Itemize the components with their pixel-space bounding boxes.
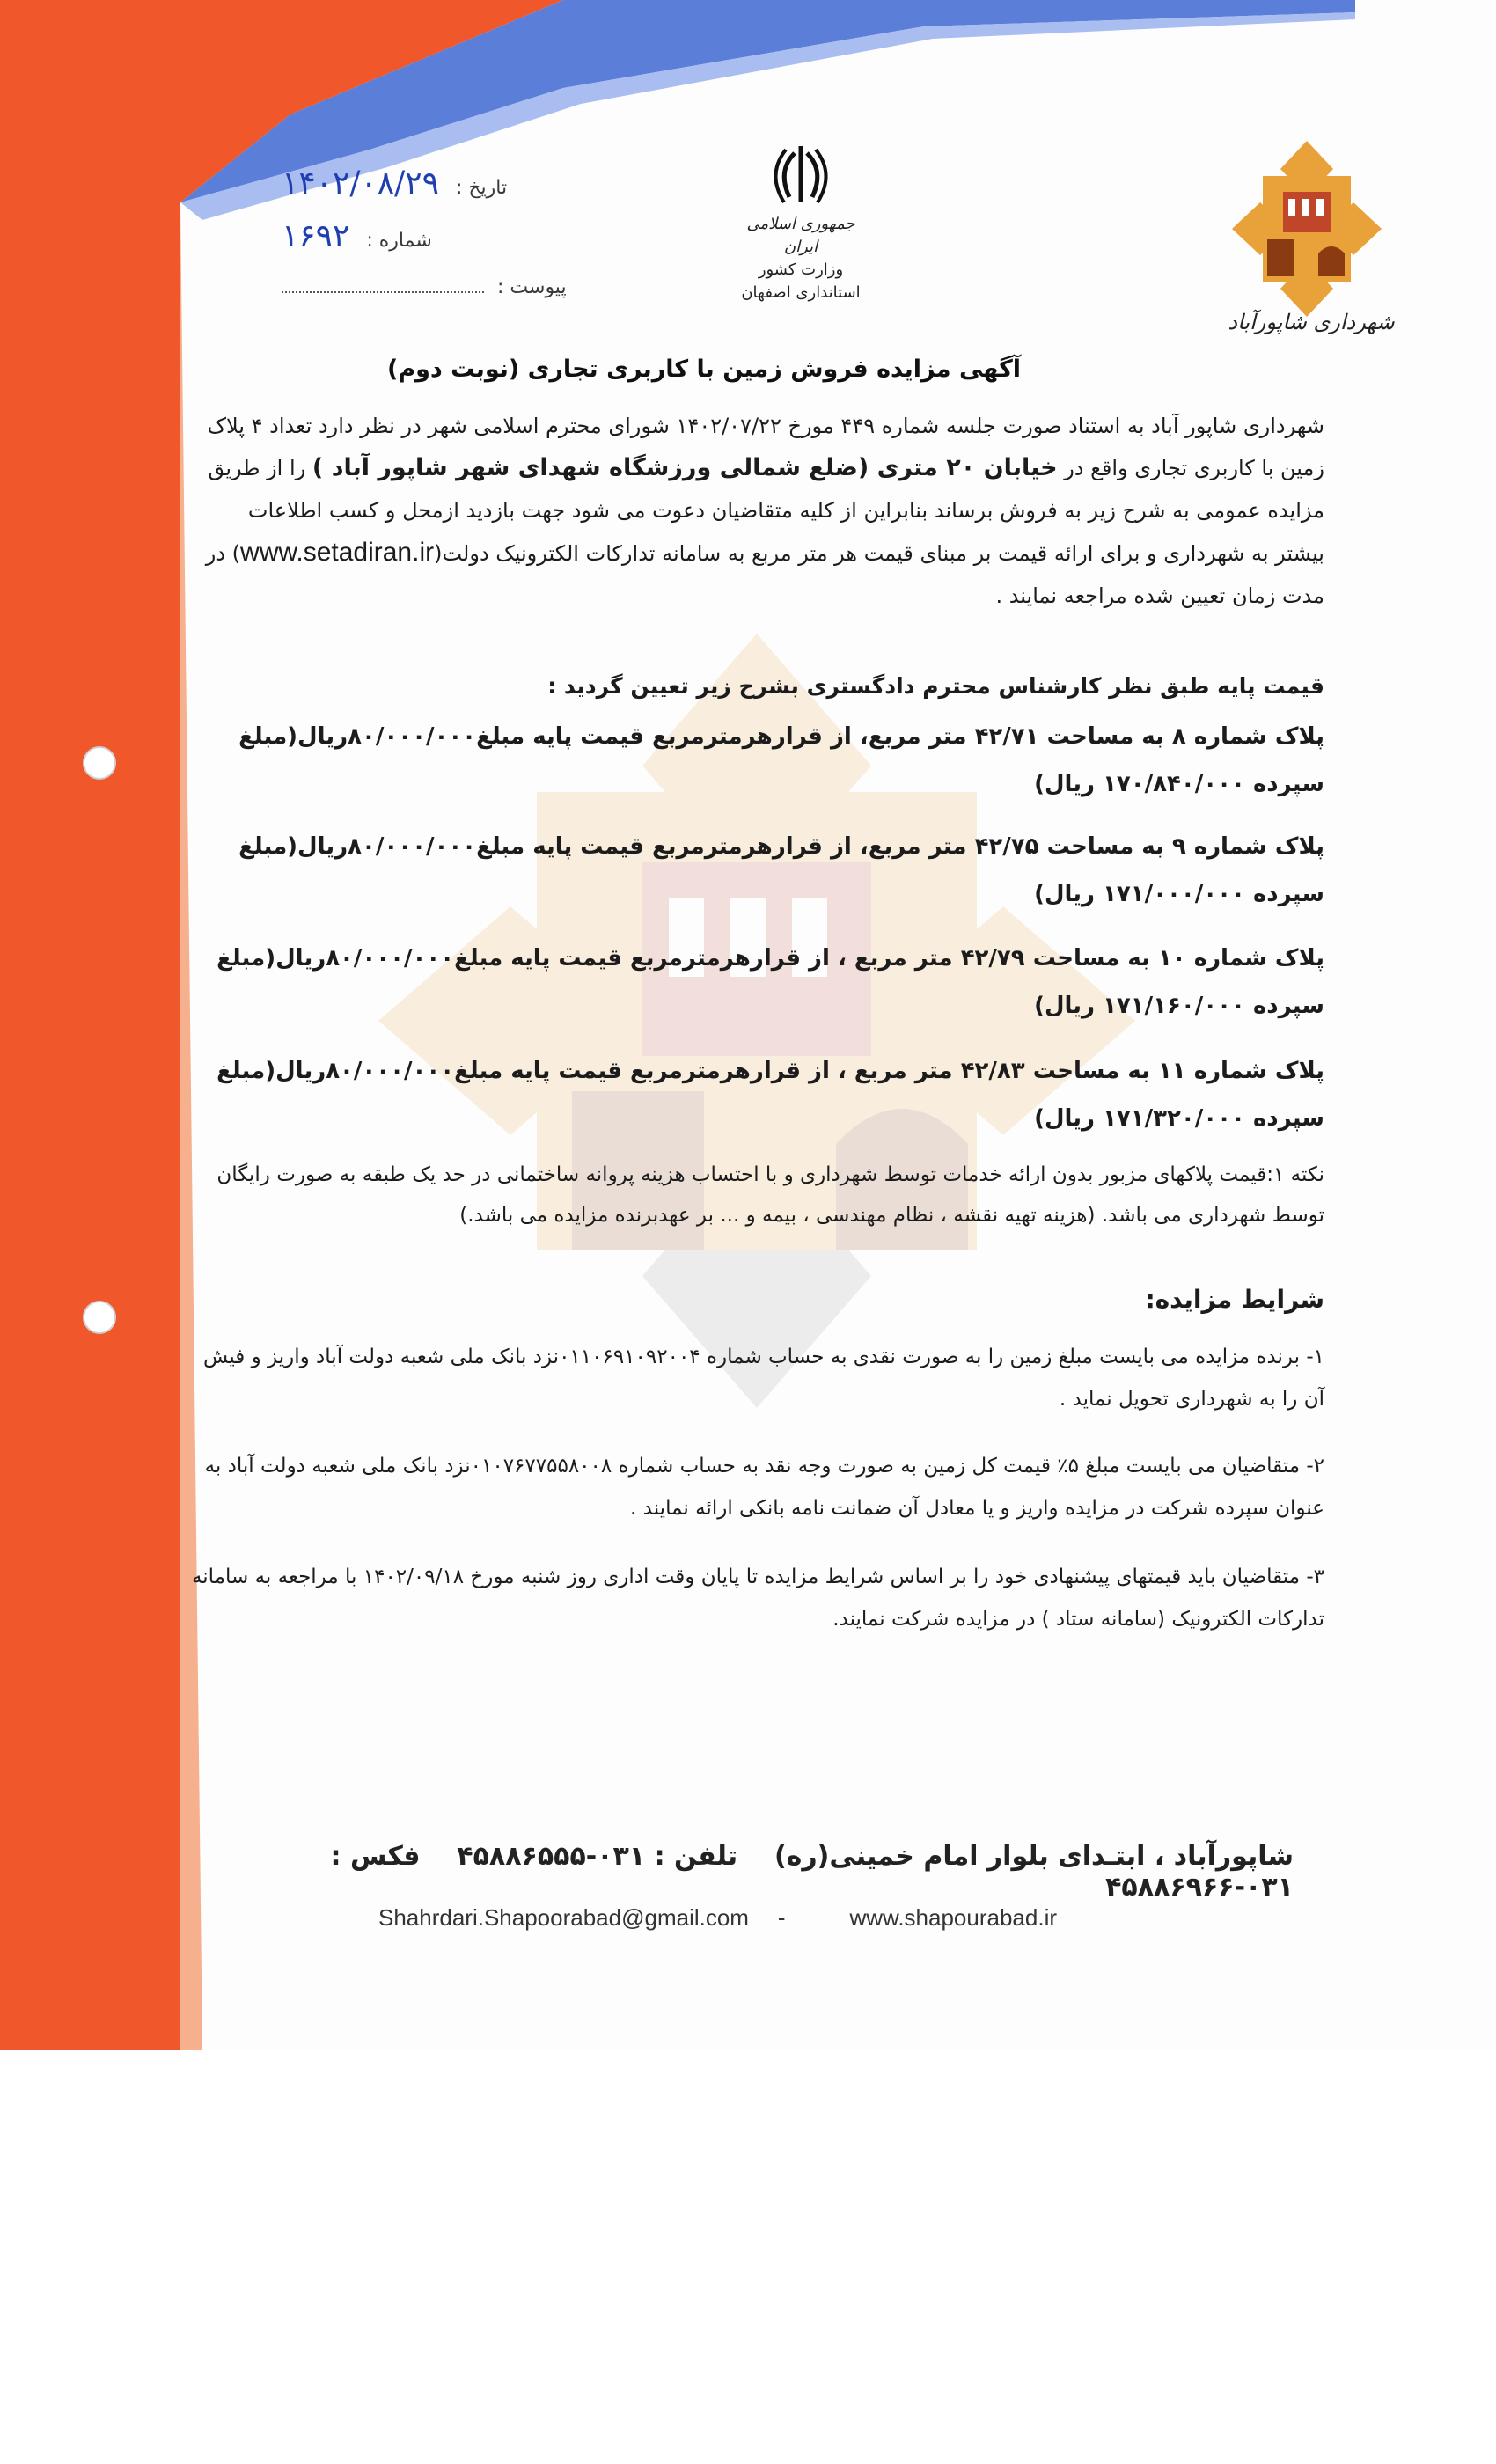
- footer-fax: ۰۳۱-۴۵۸۸۶۹۶۶: [1105, 1872, 1294, 1903]
- date-value: ۱۴۰۲/۰۸/۲۹: [282, 165, 439, 202]
- iran-emblem: [739, 141, 862, 304]
- note-1: نکته ۱:قیمت پلاکهای مزبور بدون ارائه خدمات توسط شهرداری و با احتساب هزینه پروانه ساختمانی در حد یک طبقه به صورت رایگان توسط شهرداری می باشد. (هزینه تهیه نقشه ، نظام مهندسی ، بیمه و ... بر عهدبرنده مزایده می باشد.): [216, 1163, 1324, 1227]
- intro-part-2: را از طریق مزایده عمومی به شرح زیر به فروش برساند بنابراین از کلیه متقاضیان دعوت می شود جهت بازدید ازمحل و کسب اطلاعات بیشتر به شهرداری و برای ارائه قیمت بر مبنای قیمت هر متر مربع به سامانه تدارکات الکترونیک دولت(: [208, 456, 1324, 566]
- number-value: ۱۶۹۲: [282, 218, 350, 254]
- intro-location: خیابان ۲۰ متری (ضلع شمالی ورزشگاه شهدای شهر شاپور آباد ): [312, 454, 1058, 481]
- intro-part-1: شهرداری شاپور آباد به استناد صورت جلسه شماره ۴۴۹ مورخ ۱۴۰۲/۰۷/۲۲ شورای محترم اسلامی شهر در نظر دارد تعداد ۴ پلاک زمین با کاربری تجاری واقع در: [207, 414, 1324, 480]
- footer-email[interactable]: Shahrdari.Shapoorabad@gmail.com: [378, 1904, 749, 1931]
- footer-contact: [264, 1841, 1294, 1903]
- punch-hole: [83, 746, 116, 780]
- condition-item: ۱- برنده مزایده می بایست مبلغ زمین را به صورت نقدی به حساب شماره ۰۱۱۰۶۹۱۰۹۲۰۰۴نزد بانک ملی شعبه دولت آباد واریز و فیش آن را به شهرداری تحویل نماید .: [203, 1346, 1324, 1411]
- condition-item: ۲- متقاضیان می بایست مبلغ ۵٪ قیمت کل زمین به صورت وجه نقد به حساب شماره ۰۱۰۷۶۷۷۵۵۸۰۰۸نزد بانک ملی شعبه دولت آباد به عنوان سپرده شرکت در مزایده واریز و یا معادل آن ضمانت نامه بانکی ارائه نمایند .: [204, 1455, 1324, 1520]
- base-price-heading: قیمت پایه طبق نظر کارشناس محترم دادگستری بشرح زیر تعیین گردید :: [547, 673, 1324, 699]
- condition-item: ۳- متقاضیان باید قیمتهای پیشنهادی خود را بر اساس شرایط مزایده تا پایان وقت اداری روز شنبه مورخ ۱۴۰۲/۰۹/۱۸ با مراجعه به سامانه تدارکات الکترونیک (سامانه ستاد ) در مزایده شرکت نمایند.: [191, 1566, 1324, 1631]
- municipality-logo-icon: [1232, 141, 1382, 317]
- footer-website[interactable]: www.shapourabad.ir: [849, 1904, 1058, 1931]
- municipality-name: شهرداری شاپورآباد: [1228, 310, 1395, 334]
- footer-web: [378, 1904, 1170, 1932]
- document-title: آگهی مزایده فروش زمین با کاربری تجاری (نوبت دوم): [386, 356, 1022, 383]
- footer-address: شاپورآباد ، ابتـدای بلوار امام خمینی(ره): [774, 1841, 1294, 1872]
- plot-item: پلاک شماره ۸ به مساحت ۴۲/۷۱ متر مربع، از قرارهرمترمربع قیمت پایه مبلغ۸۰/۰۰۰/۰۰۰ریال(مبلغ سپرده ۱۷۰/۸۴۰/۰۰۰ ریال): [238, 723, 1324, 797]
- footer-separator: -: [777, 1904, 786, 1931]
- date-label: تاریخ :: [455, 177, 508, 199]
- punch-hole: [83, 1301, 116, 1334]
- footer-phone-label: تلفن :: [654, 1841, 738, 1872]
- emblem-line-republic: جمهوری اسلامی ایران: [746, 215, 855, 256]
- footer-phone: ۰۳۱-۴۵۸۸۶۵۵۵: [457, 1841, 646, 1872]
- plot-item: پلاک شماره ۱۱ به مساحت ۴۲/۸۳ متر مربع ، از قرارهرمترمربع قیمت پایه مبلغ۸۰/۰۰۰/۰۰۰ریال(مبلغ سپرده ۱۷۱/۳۲۰/۰۰۰ ریال): [216, 1058, 1324, 1132]
- iran-emblem-icon: [770, 141, 832, 209]
- intro-paragraph: [198, 405, 1324, 617]
- emblem-line-ministry: وزارت کشور: [758, 260, 844, 279]
- attachment-blank: [282, 282, 484, 293]
- intro-part-3: ) در مدت زمان تعیین شده مراجعه نمایند .: [205, 541, 1324, 608]
- number-label: شماره :: [366, 230, 432, 252]
- footer-fax-label: فکس :: [330, 1841, 421, 1872]
- setadiran-link[interactable]: www.setadiran.ir: [240, 538, 435, 567]
- attachment-label: پیوست :: [497, 276, 567, 298]
- emblem-line-governorate: استانداری اصفهان: [741, 283, 861, 302]
- plot-item: پلاک شماره ۹ به مساحت ۴۲/۷۵ متر مربع، از قرارهرمترمربع قیمت پایه مبلغ۸۰/۰۰۰/۰۰۰ریال(مبلغ سپرده ۱۷۱/۰۰۰/۰۰۰ ریال): [238, 833, 1324, 907]
- plot-item: پلاک شماره ۱۰ به مساحت ۴۲/۷۹ متر مربع ، از قرارهرمترمربع قیمت پایه مبلغ۸۰/۰۰۰/۰۰۰ریال(مبلغ سپرده ۱۷۱/۱۶۰/۰۰۰ ریال): [216, 945, 1324, 1019]
- number-row: [282, 218, 432, 254]
- attachment-row: [282, 276, 567, 298]
- date-row: [282, 165, 507, 202]
- conditions-title: شرایط مزایده:: [1145, 1285, 1324, 1314]
